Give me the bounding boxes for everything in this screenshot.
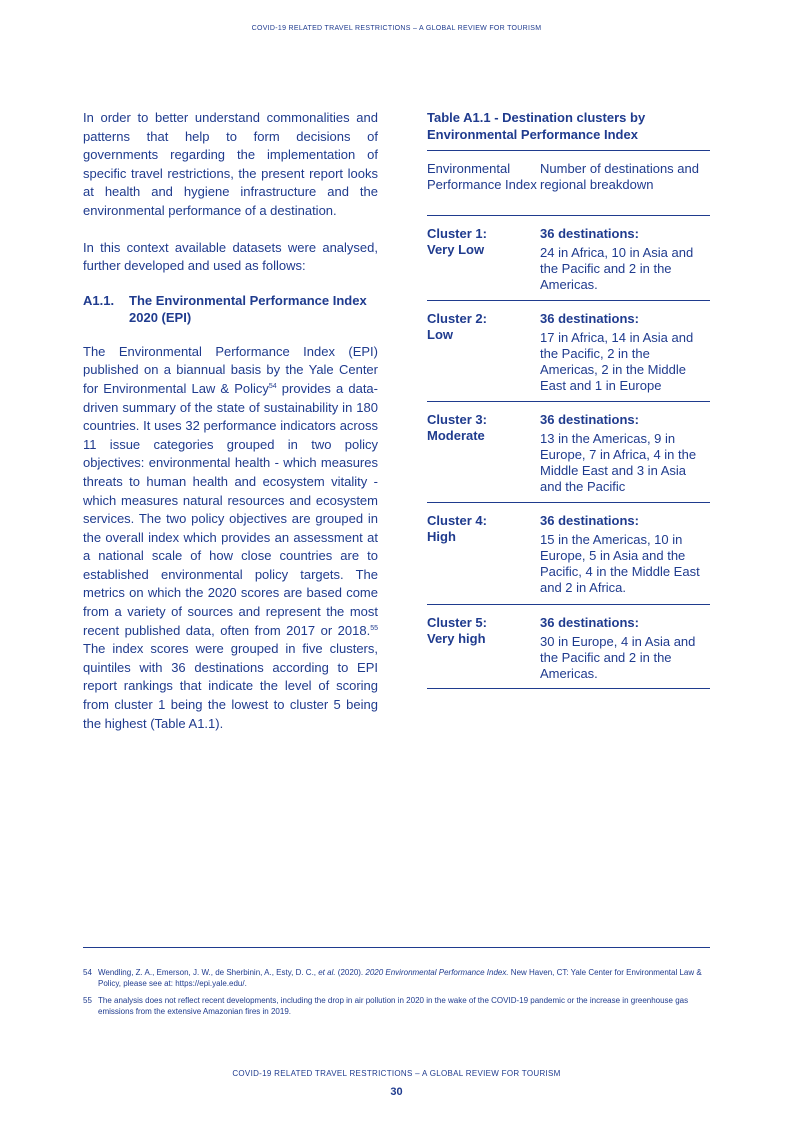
footnote-55 [83,996,710,1017]
footnote-text [98,968,710,989]
intro-paragraph-1: In order to better understand commonalities and patterns that help to form decisions of governments regarding the implementation of specific travel restrictions, the present report looks at health and hygiene infrastructure and the environmental performance of a destination. [83,110,378,218]
cluster-details [540,615,710,681]
cluster-number: Cluster 2: [427,311,487,326]
table-row [427,605,710,689]
page-number: 30 [390,1086,403,1098]
table-col1-header: Environmental Performance Index [427,161,537,192]
destination-count: 36 destinations: [540,226,639,241]
footnote-number: 55 [83,996,92,1005]
cluster-level: Very high [427,631,486,646]
running-footer: COVID-19 RELATED TRAVEL RESTRICTIONS – A GLOBAL REVIEW FOR TOURISM [232,1069,561,1078]
cluster-table [427,150,710,689]
footnote-work-title: 2020 Environmental Performance Index. [365,968,509,977]
footnote-ref-55[interactable]: 55 [370,624,378,632]
destination-count: 36 destinations: [540,615,639,630]
footnote-54 [83,968,710,989]
cluster-level: High [427,529,456,544]
table-caption: Table A1.1 - Destination clusters by Environmental Performance Index [427,110,646,142]
regional-breakdown: 17 in Africa, 14 in Asia and the Pacific, 2 in the Americas, 2 in the Middle East and 1 in Europe [540,330,694,393]
footnote-text: The analysis does not reflect recent developments, including the drop in air pollution in 2020 in the wake of the COVID-19 pandemic or the increase in greenhouse gas emissions from the extensive Amazonian fires in 2019. [98,996,689,1016]
cluster-number: Cluster 4: [427,513,487,528]
intro-paragraph-2: In this context available datasets were analysed, further developed and used as follows: [83,239,378,274]
regional-breakdown: 13 in the Americas, 9 in Europe, 7 in Africa, 4 in the Middle East and 3 in Asia and the Pacific [540,431,697,494]
section-number: A1.1. [83,292,115,308]
epi-text-part-3: The index scores were grouped in five clusters, quintiles with 36 destinations according to EPI report rankings that indicate the level of scoring from cluster 1 being the lowest to cluster 5 being the highest (Table A1.1). [83,641,378,731]
table-row [427,216,710,301]
cluster-level: Moderate [427,428,485,443]
epi-text-part-2: provides a data-driven summary of the state of sustainability in 180 countries. It uses 32 performance indicators across 11 issue categories grouped in two policy objectives: environmental health - which measures threats to human health and ecosystem vitality - which measures natural resources and ecosystem services. The two policy objectives are grouped in the overall index which provides an assessment at a national scale of how close countries are to established environmental policy targets. The metrics on which the 2020 scores are based come from a variety of sources and represent the most recent published data, often from 2017 or 2018. [83,380,378,638]
regional-breakdown: 30 in Europe, 4 in Asia and the Pacific and 2 in the Americas. [540,634,696,681]
footnote-authors: Wendling, Z. A., Emerson, J. W., de Sherbinin, A., Esty, D. C., [98,968,319,977]
section-heading [83,292,378,326]
cluster-details [540,311,710,394]
table-header-row [427,151,710,216]
cluster-level: Low [427,327,453,342]
regional-breakdown: 24 in Africa, 10 in Asia and the Pacific and 2 in the Americas. [540,245,694,292]
footnote-year: (2020). [335,968,366,977]
footnote-etal: et al. [318,968,336,977]
epi-paragraph [83,343,378,733]
footnote-divider [83,947,710,948]
cluster-details [540,226,710,293]
footnote-number: 54 [83,968,92,977]
main-text-column [83,109,378,733]
cluster-details [540,513,710,597]
epi-text-part-1: The Environmental Performance Index (EPI) published on a biannual basis by the Yale Center for Environmental Law & Policy [83,343,378,396]
destination-count: 36 destinations: [540,513,639,528]
cluster-table-block [427,110,710,689]
section-title: The Environmental Performance Index 2020 (EPI) [129,292,367,325]
cluster-details [540,412,710,495]
table-col2-header: Number of destinations and regional breakdown [540,161,699,192]
regional-breakdown: 15 in the Americas, 10 in Europe, 5 in Asia and the Pacific, 4 in the Middle East and 2 in Africa. [540,532,700,595]
cluster-label [427,311,540,394]
cluster-level: Very Low [427,242,485,257]
cluster-label [427,615,540,681]
cluster-number: Cluster 3: [427,412,487,427]
cluster-number: Cluster 5: [427,615,487,630]
cluster-label [427,226,540,293]
table-row [427,503,710,605]
footnote-publisher: New Haven, CT: Yale Center for Environmental Law & Policy, please see at: https://epi.yale.edu/. [98,968,702,988]
destination-count: 36 destinations: [540,311,639,326]
footnote-ref-54[interactable]: 54 [268,382,277,390]
destination-count: 36 destinations: [540,412,639,427]
cluster-label [427,513,540,597]
table-row [427,402,710,503]
running-header: COVID-19 RELATED TRAVEL RESTRICTIONS – A GLOBAL REVIEW FOR TOURISM [251,25,542,32]
cluster-number: Cluster 1: [427,226,487,241]
cluster-label [427,412,540,495]
footnotes [83,968,710,1024]
table-row [427,301,710,402]
